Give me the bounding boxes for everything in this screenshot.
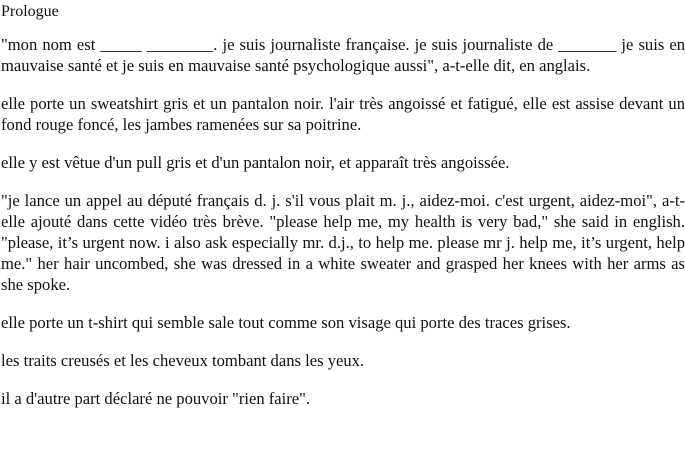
paragraph-6: les traits creusés et les cheveux tombant dans les yeux.	[1, 351, 365, 370]
document-title: Prologue	[1, 3, 59, 20]
paragraph-1: "mon nom est _____ ________. je suis journaliste française. je suis journaliste de _______ je suis en mauvaise santé et je suis en mauvaise santé psychologique aussi", a-t-elle dit, en anglais.	[1, 35, 685, 75]
paragraph-5: elle porte un t-shirt qui semble sale tout comme son visage qui porte des traces grises.	[1, 313, 571, 332]
paragraph-7: il a d'autre part déclaré ne pouvoir "rien faire".	[1, 389, 311, 408]
paragraph-3: elle y est vêtue d'un pull gris et d'un pantalon noir, et apparaît très angoissée.	[1, 153, 510, 172]
paragraph-2: elle porte un sweatshirt gris et un pantalon noir. l'air très angoissé et fatigué, elle est assise devant un fond rouge foncé, les jambes ramenées sur sa poitrine.	[1, 94, 685, 134]
paragraph-4: "je lance un appel au député français d. j. s'il vous plait m. j., aidez-moi. c'est urgent, aidez-moi", a-t-elle ajouté dans cette vidéo très brève. "please help me, my health is very bad," she said in english. "please, it’s urgent now. i also ask especially mr. d.j., to help me. please mr j. help me, it’s urgent, help me." her hair uncombed, she was dressed in a white sweater and grasped her knees with her arms as she spoke.	[1, 191, 685, 294]
